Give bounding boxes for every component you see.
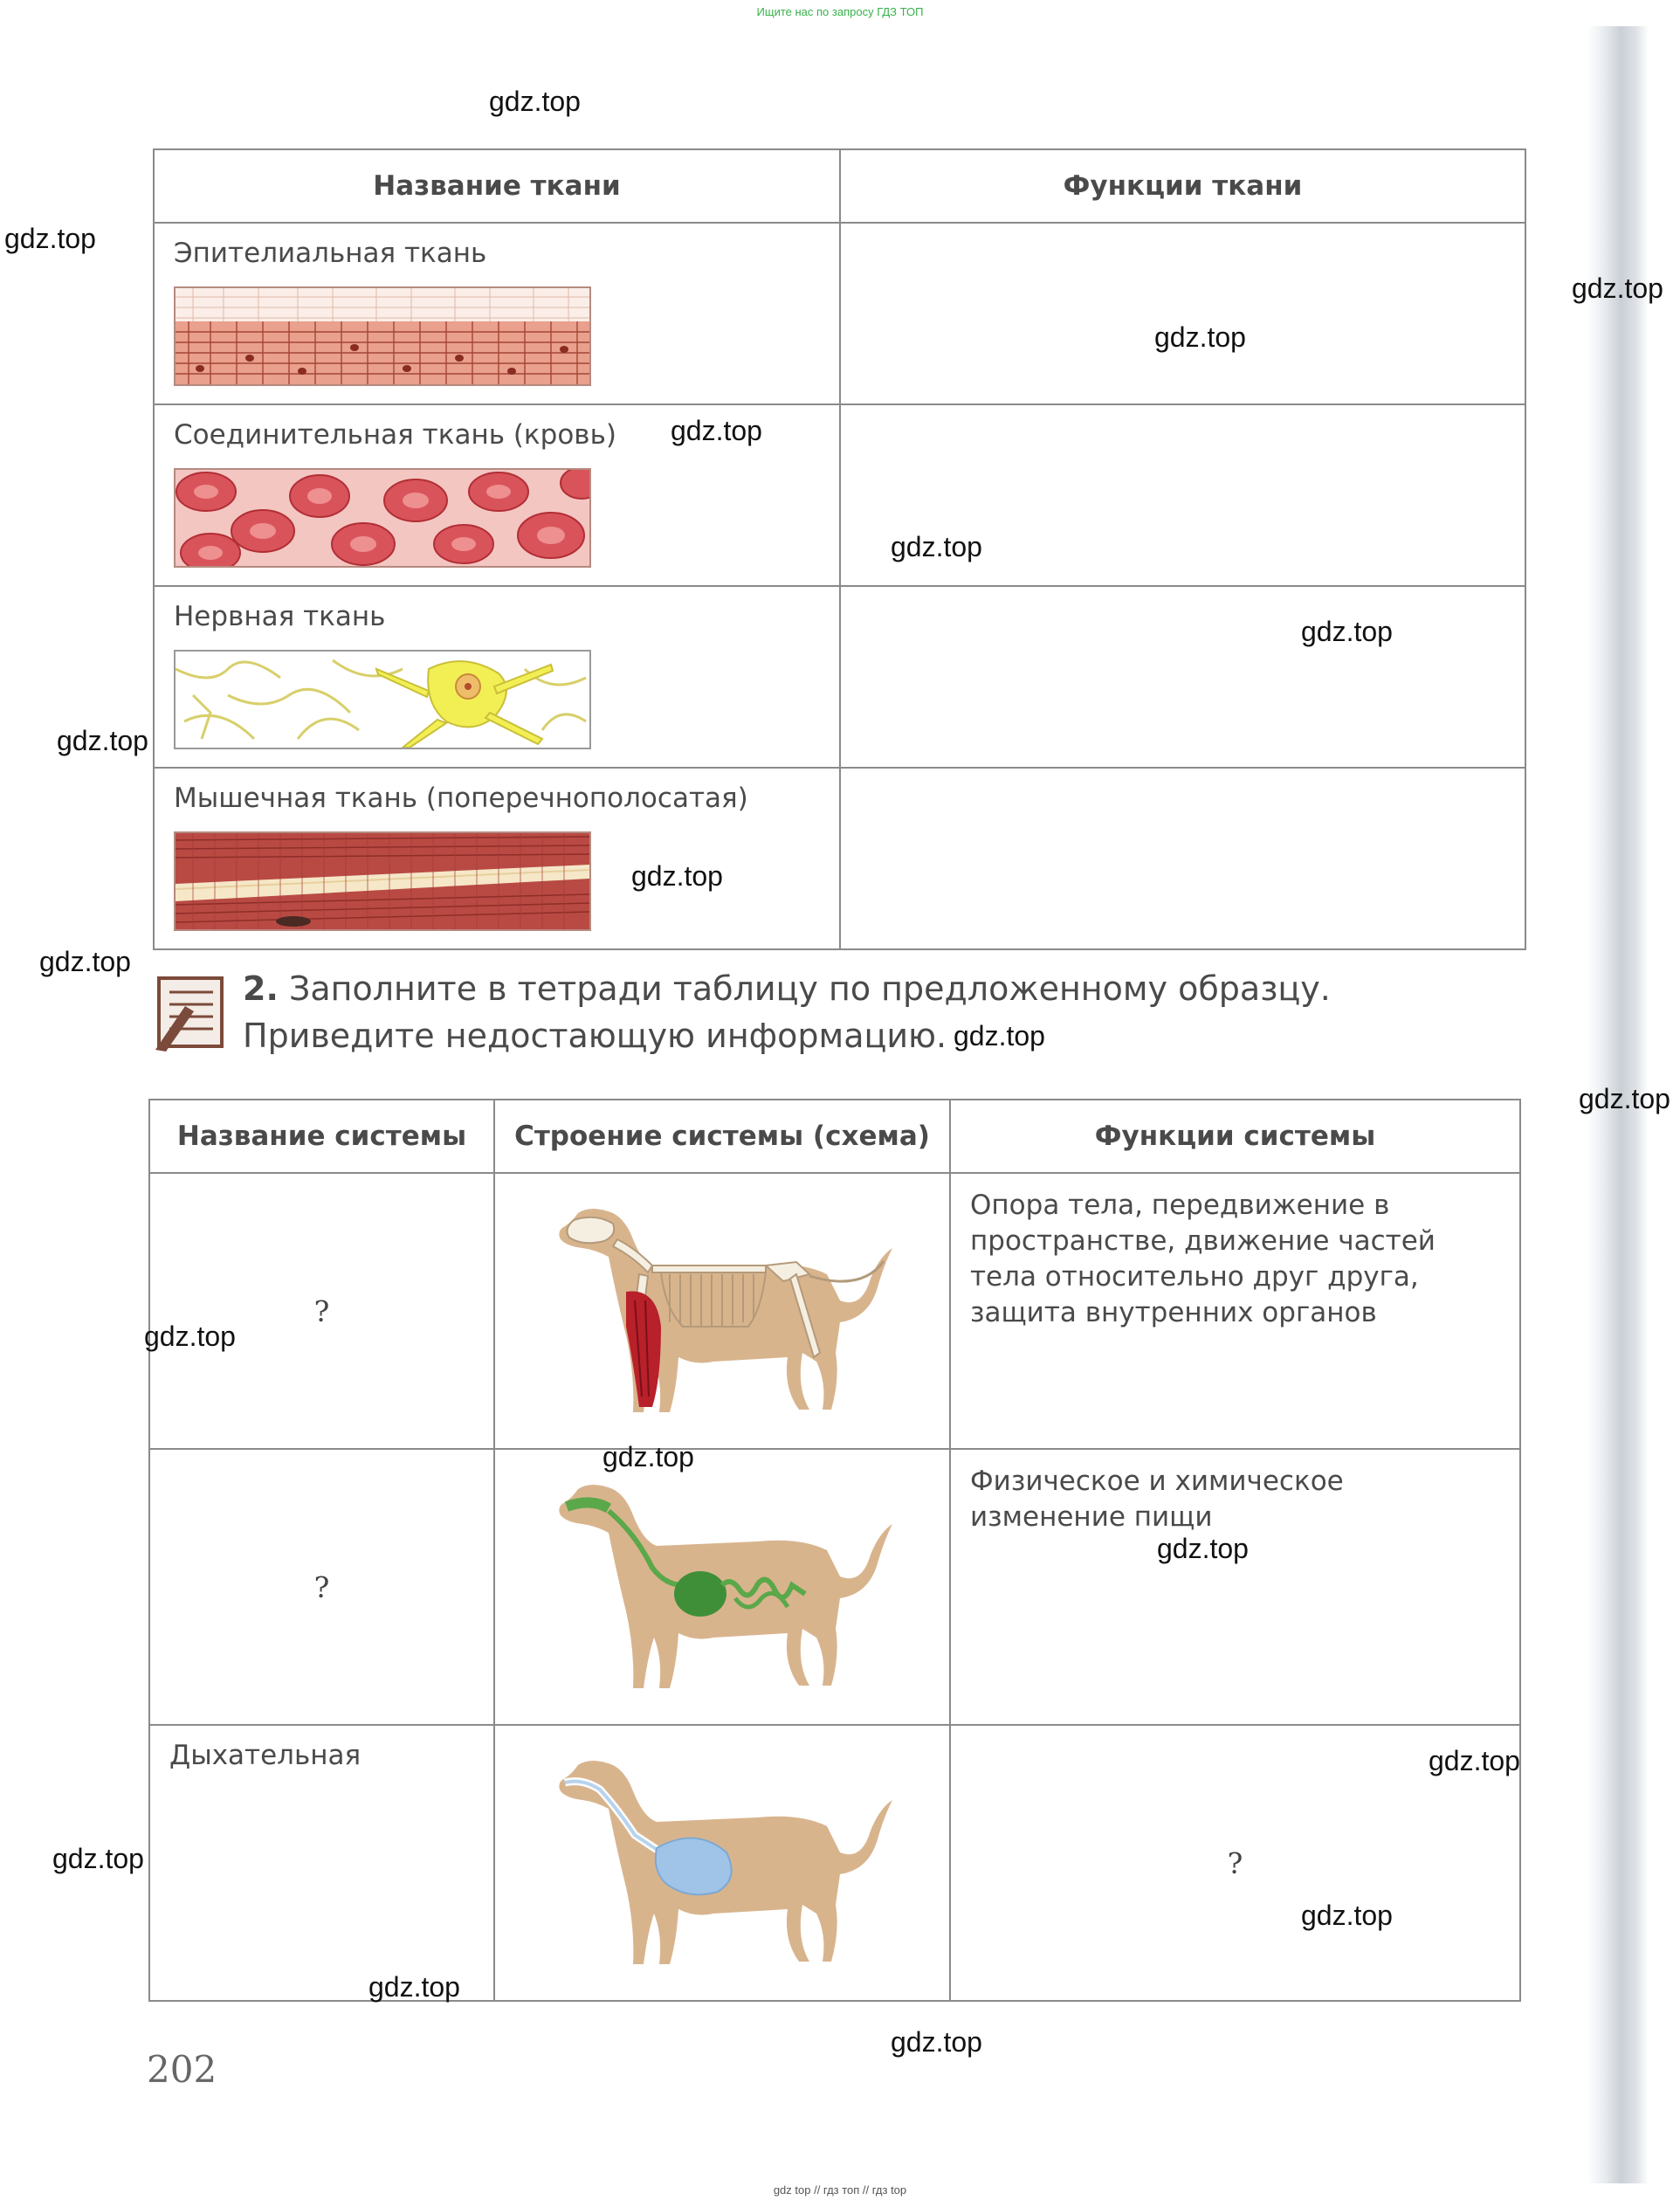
- tissue-name: Соединительная ткань (кровь): [174, 419, 616, 451]
- task-text: [243, 965, 1518, 1059]
- watermark: gdz.top: [954, 1020, 1045, 1052]
- watermark: gdz.top: [489, 86, 581, 117]
- header-tissue-functions: Функции ткани: [840, 149, 1525, 223]
- watermark: gdz.top: [144, 1321, 236, 1352]
- tissue-row-muscle: [154, 768, 840, 949]
- epithelial-tissue-image: [174, 286, 591, 386]
- tissue-name: Эпителиальная ткань: [174, 238, 487, 269]
- watermark: gdz.top: [1301, 1900, 1393, 1931]
- watermark: gdz.top: [39, 946, 131, 977]
- watermark: gdz.top: [631, 860, 723, 892]
- tissue-table: [153, 148, 1526, 950]
- task-number: 2.: [243, 969, 279, 1008]
- header-system-name: Название системы: [149, 1100, 494, 1173]
- system-scheme-cell: [494, 1449, 950, 1725]
- tissue-function-cell: [840, 768, 1525, 949]
- system-name-cell: [149, 1725, 494, 2001]
- watermark: gdz.top: [52, 1843, 144, 1874]
- header-tissue-name: Название ткани: [154, 149, 840, 223]
- system-functions-text: Опора тела, передвижение в пространстве, движение частей тела относительно друг друга, защита внутренних органов: [970, 1190, 1436, 1328]
- question-mark: ?: [313, 1569, 330, 1604]
- watermark: gdz.top: [57, 725, 148, 756]
- watermark: gdz.top: [602, 1441, 694, 1472]
- system-functions-cell: [950, 1173, 1520, 1449]
- system-functions-text: Физическое и химическое изменение пищи: [970, 1466, 1344, 1533]
- tissue-function-cell: [840, 586, 1525, 768]
- tissue-row-epithelial: [154, 223, 840, 404]
- watermark: gdz.top: [1154, 321, 1246, 353]
- system-name-cell: [149, 1173, 494, 1449]
- tissue-name: Мышечная ткань (поперечнополосатая): [174, 783, 748, 814]
- watermark: gdz.top: [4, 223, 96, 254]
- tissue-function-cell: [840, 223, 1525, 404]
- muscle-tissue-image: [174, 831, 591, 931]
- blood-tissue-image: [174, 468, 591, 568]
- dog-digestive-scheme: [495, 1454, 951, 1716]
- system-name-text: Дыхательная: [169, 1740, 361, 1771]
- bottom-banner: gdz top // гдз топ // гдз top: [773, 2183, 907, 2197]
- nerve-tissue-image: [174, 650, 591, 749]
- question-mark: ?: [313, 1293, 330, 1328]
- watermark: gdz.top: [1157, 1533, 1249, 1564]
- watermark: gdz.top: [1301, 616, 1393, 647]
- system-scheme-cell: [494, 1173, 950, 1449]
- system-scheme-cell: [494, 1725, 950, 2001]
- watermark: gdz.top: [1429, 1745, 1520, 1776]
- page-number: 202: [147, 2048, 217, 2091]
- system-table: [148, 1099, 1521, 2002]
- system-functions-cell: [950, 1449, 1520, 1725]
- header-system-functions: Функции системы: [950, 1100, 1520, 1173]
- task-instruction: Заполните в тетради таблицу по предложенному образцу. Приведите недостающую информацию.: [243, 969, 1331, 1055]
- watermark: gdz.top: [891, 531, 982, 562]
- watermark: gdz.top: [368, 1971, 460, 2003]
- watermark: gdz.top: [671, 415, 762, 446]
- notebook-icon: [150, 971, 231, 1052]
- dog-skeleton-scheme: [495, 1178, 951, 1440]
- tissue-row-nerve: [154, 586, 840, 768]
- dog-respiratory-scheme: [495, 1730, 951, 1992]
- watermark: gdz.top: [1579, 1083, 1670, 1114]
- question-mark: ?: [1227, 1845, 1243, 1880]
- watermark: gdz.top: [1572, 272, 1663, 304]
- header-system-scheme: Строение системы (схема): [494, 1100, 950, 1173]
- top-banner: Ищите нас по запросу ГДЗ ТОП: [756, 5, 924, 18]
- system-name-cell: [149, 1449, 494, 1725]
- tissue-name: Нервная ткань: [174, 601, 386, 632]
- watermark: gdz.top: [891, 2026, 982, 2058]
